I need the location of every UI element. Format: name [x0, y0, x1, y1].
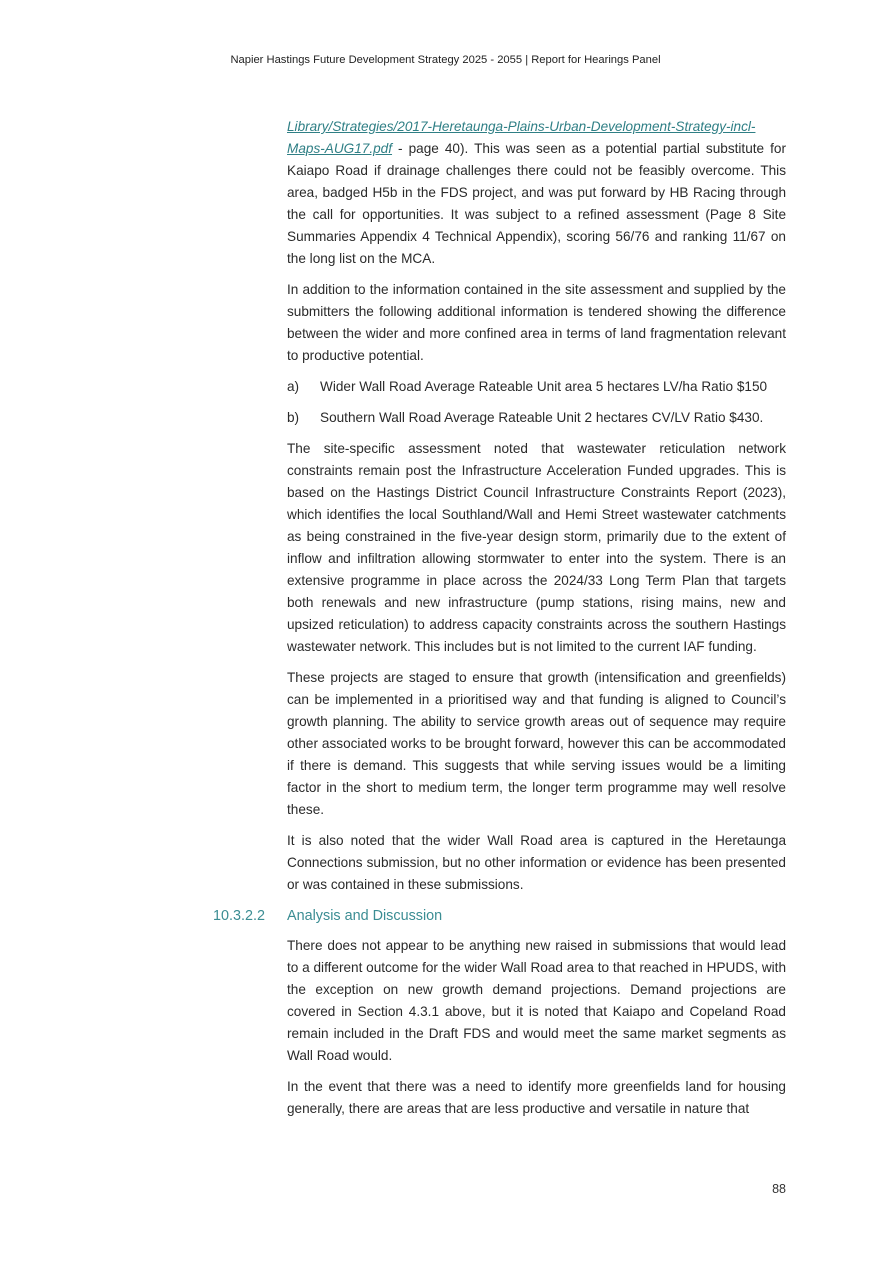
running-header: Napier Hastings Future Development Strategy 2025 - 2055 | Report for Hearings Panel: [230, 54, 661, 66]
page-number: 88: [772, 1182, 786, 1196]
paragraph-greenfields: In the event that there was a need to identify more greenfields land for housing generally, there are areas that are less productive and versatile in nature that: [287, 1079, 786, 1116]
section-number: 10.3.2.2: [213, 908, 266, 924]
body-text: [213, 116, 786, 1129]
list-item-text: Wider Wall Road Average Rateable Unit area 5 hectares LV/ha Ratio $150: [320, 379, 768, 394]
paragraph-additional-info: In addition to the information contained in the site assessment and supplied by the submitters the following additional information is tendered showing the difference between the wider and more confined area in terms of land fragmentation relevant to productive potential.: [287, 282, 786, 363]
paragraph-staged-projects: These projects are staged to ensure that growth (intensification and greenfields) can be implemented in a prioritised way and that funding is aligned to Council’s growth planning. The ability to service growth areas out of sequence may require other associated works to be brought forward, however this can be accommodated if there is demand. This suggests that while serving issues would be a limiting factor in the short to medium term, the longer term programme may well resolve these.: [287, 670, 786, 817]
strategy-document-link[interactable]: Library/Strategies/2017-Heretaunga-Plains-Urban-Development-Strategy-incl-Maps-AUG17.pdf: [287, 119, 756, 156]
paragraph-text: - page 40). This was seen as a potential partial substitute for Kaiapo Road if drainage challenges there could not be feasibly overcome. This area, badged H5b in the FDS project, and was put forward by HB Racing through the call for opportunities. It was subject to a refined assessment (Page 8 Site Summaries Appendix 4 Technical Appendix), scoring 56/76 and ranking 11/67 on the long list on the MCA.: [287, 141, 786, 266]
section-title: Analysis and Discussion: [287, 908, 443, 924]
list-item-text: Southern Wall Road Average Rateable Unit 2 hectares CV/LV Ratio $430.: [320, 410, 764, 425]
paragraph-heretaunga-connections: It is also noted that the wider Wall Road area is captured in the Heretaunga Connections submission, but no other information or evidence has been presented or was contained in these submissions.: [287, 833, 786, 892]
list-marker: b): [287, 410, 300, 425]
paragraph-wastewater: The site-specific assessment noted that wastewater reticulation network constraints remain post the Infrastructure Acceleration Funded upgrades. This is based on the Hastings District Council Infrastructure Constraints Report (2023), which identifies the local Southland/Wall and Hemi Street wastewater catchments as being constrained in the five-year design storm, primarily due to the extent of inflow and infiltration allowing stormwater to enter into the system. There is an extensive programme in place across the 2024/33 Long Term Plan that targets both renewals and new infrastructure (pump stations, rising mains, new and upsized reticulation) to address capacity constraints across the southern Hastings wastewater network. This includes but is not limited to the current IAF funding.: [287, 441, 786, 654]
paragraph-analysis: There does not appear to be anything new raised in submissions that would lead to a different outcome for the wider Wall Road area to that reached in HPUDS, with the exception on new growth demand projections. Demand projections are covered in Section 4.3.1 above, but it is noted that Kaiapo and Copeland Road remain included in the Draft FDS and would meet the same market segments as Wall Road would.: [287, 938, 786, 1063]
list-marker: a): [287, 379, 300, 394]
section-heading: [213, 905, 786, 927]
paragraph-continued: [287, 116, 786, 270]
list-item-b: [287, 407, 786, 429]
list-item-a: [287, 376, 786, 398]
